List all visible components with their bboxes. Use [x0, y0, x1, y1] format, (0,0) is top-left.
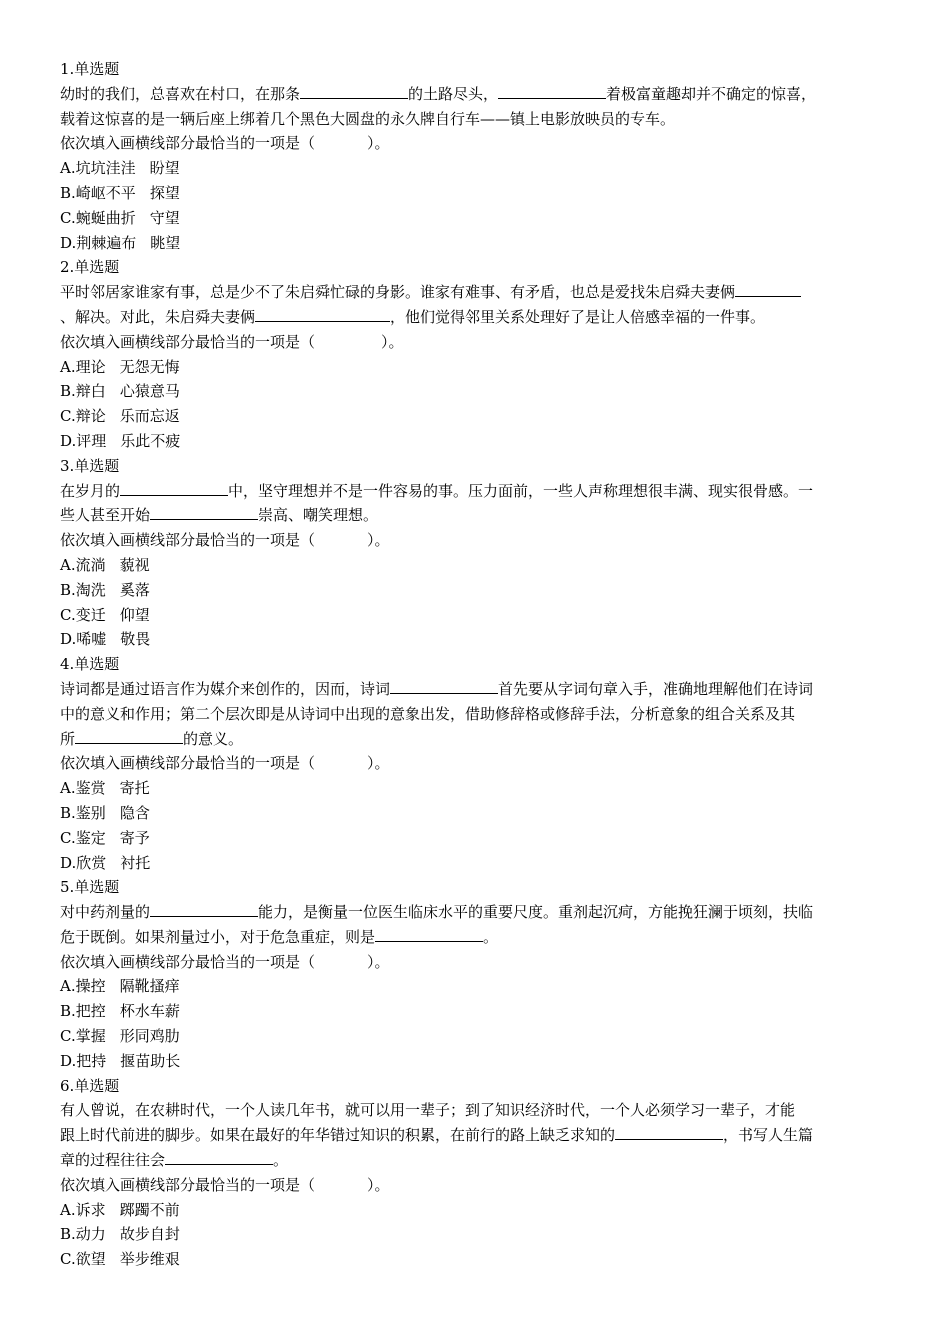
question-3	[60, 454, 892, 652]
option-d[interactable]: D.欣赏 衬托	[60, 853, 151, 872]
fill-blank[interactable]	[150, 901, 258, 917]
question-2	[60, 255, 892, 453]
option-a[interactable]: A.流淌 藐视	[60, 555, 150, 574]
question-stem-line: 在岁月的 中，坚守理想并不是一件容易的事。压力面前，一些人声称理想很丰满、现实很骨感。一	[60, 481, 814, 500]
question-stem-line: 对中药剂量的 能力，是衡量一位医生临床水平的重要尺度。重剂起沉疴，方能挽狂澜于顷刻，扶临	[60, 903, 814, 922]
option-b[interactable]: B.淘洗 奚落	[60, 580, 150, 599]
question-stem-line: 诗词都是通过语言作为媒介来创作的，因而，诗词 首先要从字词句章入手，准确地理解他们在诗词	[60, 679, 814, 698]
question-stem-line: 些人甚至开始 崇高、嘲笑理想。	[60, 506, 379, 525]
question-header: 2.单选题	[60, 258, 120, 277]
option-a[interactable]: A.坑坑洼洼 盼望	[60, 159, 180, 178]
option-b[interactable]: B.辩白 心猿意马	[60, 382, 180, 401]
question-prompt: 依次填入画横线部分最恰当的一项是（ ）。	[60, 531, 390, 550]
question-prompt: 依次填入画横线部分最恰当的一项是（ ）。	[60, 332, 404, 351]
fill-blank[interactable]	[150, 504, 258, 520]
question-1	[60, 57, 892, 255]
option-a[interactable]: A.操控 隔靴搔痒	[60, 977, 180, 996]
question-stem-line: 所 的意义。	[60, 729, 244, 748]
option-c[interactable]: C.欲望 举步维艰	[60, 1250, 180, 1269]
question-prompt: 依次填入画横线部分最恰当的一项是（ ）。	[60, 754, 390, 773]
fill-blank[interactable]	[255, 306, 390, 322]
fill-blank[interactable]	[165, 1149, 273, 1165]
option-d[interactable]: D.把持 揠苗助长	[60, 1051, 181, 1070]
option-c[interactable]: C.变迁 仰望	[60, 605, 150, 624]
option-b[interactable]: B.动力 故步自封	[60, 1225, 180, 1244]
question-header: 1.单选题	[60, 60, 120, 78]
question-5	[60, 875, 892, 1073]
option-a[interactable]: A.诉求 踯躅不前	[60, 1200, 180, 1219]
question-stem-line: 中的意义和作用；第二个层次即是从诗词中出现的意象出发，借助修辞格或修辞手法，分析意象的组合关系及其	[60, 704, 796, 723]
question-stem-line: 危于既倒。如果剂量过小，对于危急重症，则是 。	[60, 927, 499, 946]
fill-blank[interactable]	[375, 926, 483, 942]
fill-blank[interactable]	[300, 83, 408, 99]
fill-blank[interactable]	[735, 281, 801, 297]
question-prompt: 依次填入画横线部分最恰当的一项是（ ）。	[60, 952, 390, 971]
question-stem-line: 有人曾说，在农耕时代，一个人读几年书，就可以用一辈子；到了知识经济时代，一个人必须学习一辈子，才能	[60, 1101, 796, 1120]
question-stem-line: 、解决。对此，朱启舜夫妻俩 ，他们觉得邻里关系处理好了是让人倍感幸福的一件事。	[60, 307, 766, 326]
question-header: 3.单选题	[60, 456, 120, 475]
question-prompt: 依次填入画横线部分最恰当的一项是（ ）。	[60, 1175, 390, 1194]
option-b[interactable]: B.把控 杯水车薪	[60, 1002, 180, 1021]
question-stem-line: 跟上时代前进的脚步。如果在最好的年华错过知识的积累，在前行的路上缺乏求知的 ，书写人生篇	[60, 1126, 814, 1145]
question-6	[60, 1074, 892, 1272]
option-c[interactable]: C.掌握 形同鸡肋	[60, 1027, 180, 1046]
option-b[interactable]: B.鉴别 隐含	[60, 803, 150, 822]
question-header: 4.单选题	[60, 655, 120, 674]
option-d[interactable]: D.唏嘘 敬畏	[60, 630, 151, 649]
fill-blank[interactable]	[120, 480, 228, 496]
question-prompt: 依次填入画横线部分最恰当的一项是（ ）。	[60, 134, 390, 153]
option-b[interactable]: B.崎岖不平 探望	[60, 183, 180, 202]
question-stem-line: 载着这惊喜的是一辆后座上绑着几个黑色大圆盘的永久牌自行车——镇上电影放映员的专车。	[60, 109, 676, 128]
option-c[interactable]: C.鉴定 寄予	[60, 828, 150, 847]
option-d[interactable]: D.荆棘遍布 眺望	[60, 233, 181, 252]
question-header: 5.单选题	[60, 878, 120, 897]
option-a[interactable]: A.理论 无怨无悔	[60, 357, 180, 376]
question-stem-line: 章的过程往往会 。	[60, 1151, 289, 1170]
option-a[interactable]: A.鉴赏 寄托	[60, 779, 150, 798]
option-d[interactable]: D.评理 乐此不疲	[60, 431, 181, 450]
option-c[interactable]: C.辩论 乐而忘返	[60, 407, 180, 426]
fill-blank[interactable]	[75, 728, 183, 744]
fill-blank[interactable]	[615, 1124, 723, 1140]
fill-blank[interactable]	[390, 678, 498, 694]
question-header: 6.单选题	[60, 1076, 120, 1095]
question-4	[60, 652, 892, 875]
question-stem-line: 平时邻居家谁家有事，总是少不了朱启舜忙碌的身影。谁家有难事、有矛盾，也总是爱找朱启舜夫妻俩	[60, 280, 892, 305]
fill-blank[interactable]	[498, 83, 606, 99]
question-stem-line: 幼时的我们，总喜欢在村口，在那条 的土路尽头， 着极富童趣却并不确定的惊喜，	[60, 84, 817, 103]
exam-page	[60, 57, 892, 1272]
option-c[interactable]: C.蜿蜒曲折 守望	[60, 208, 180, 227]
